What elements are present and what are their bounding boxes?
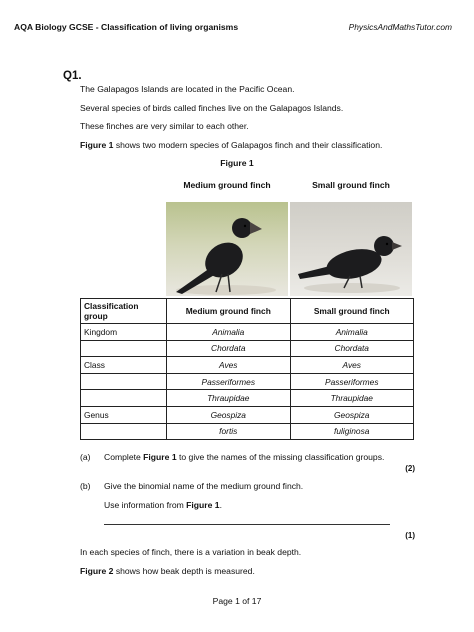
group-cell-blank[interactable]	[81, 423, 167, 440]
intro-line-1: The Galapagos Islands are located in the Pacific Ocean.	[80, 84, 295, 94]
intro-line-3: These finches are very similar to each other.	[80, 121, 249, 131]
table-header-row	[81, 299, 414, 324]
question-number: Q1.	[63, 70, 82, 82]
group-cell: Class	[81, 357, 167, 374]
part-b-label: (b)	[80, 481, 91, 491]
medium-cell: Aves	[167, 357, 290, 374]
group-cell-blank[interactable]	[81, 373, 167, 390]
group-cell-blank[interactable]	[81, 390, 167, 407]
group-cell: Kingdom	[81, 324, 167, 341]
medium-cell: Thraupidae	[167, 390, 290, 407]
figure-reference-bold: Figure 1	[80, 140, 114, 150]
medium-ground-finch-photo	[166, 202, 288, 296]
part-a-text-pre: Complete	[104, 452, 144, 462]
part-b-instruction	[104, 500, 222, 511]
header-classification-group: Classification group	[81, 299, 167, 324]
table-row	[81, 390, 414, 407]
small-cell: Chordata	[290, 340, 414, 357]
column-heading-medium: Medium ground finch	[183, 180, 271, 190]
medium-cell: Chordata	[167, 340, 290, 357]
table-row	[81, 357, 414, 374]
small-cell: Aves	[290, 357, 414, 374]
variation-text: In each species of finch, there is a variation in beak depth.	[80, 547, 302, 557]
medium-cell: fortis	[167, 423, 290, 440]
part-b-text: Give the binomial name of the medium ground finch.	[104, 481, 304, 491]
intro-line-2: Several species of birds called finches live on the Galapagos Islands.	[80, 103, 344, 113]
table-row	[81, 340, 414, 357]
medium-cell: Animalia	[167, 324, 290, 341]
table-row	[81, 373, 414, 390]
small-cell: Thraupidae	[290, 390, 414, 407]
part-a-text-bold: Figure 1	[143, 452, 177, 462]
header-small-ground-finch: Small ground finch	[290, 299, 414, 324]
classification-table	[80, 298, 414, 440]
group-cell-blank[interactable]	[81, 340, 167, 357]
table-row	[81, 406, 414, 423]
group-cell: Genus	[81, 406, 167, 423]
figure-2-reference	[80, 566, 255, 577]
part-a-label: (a)	[80, 452, 91, 462]
small-ground-finch-photo	[290, 202, 412, 296]
small-cell: Animalia	[290, 324, 414, 341]
column-heading-small: Small ground finch	[312, 180, 390, 190]
small-cell: Passeriformes	[290, 373, 414, 390]
figure-reference	[80, 140, 382, 151]
part-b-instruction-post: .	[219, 500, 222, 510]
part-b-instruction-bold: Figure 1	[186, 500, 220, 510]
header-medium-ground-finch: Medium ground finch	[167, 299, 290, 324]
page-number: Page 1 of 17	[212, 596, 262, 606]
figure-reference-text: shows two modern species of Galapagos finch and their classification.	[113, 140, 383, 150]
small-cell: Geospiza	[290, 406, 414, 423]
document-header-title: AQA Biology GCSE - Classification of living organisms	[14, 22, 239, 32]
small-cell: fuliginosa	[290, 423, 414, 440]
part-a-text	[104, 452, 384, 463]
figure-2-reference-text: shows how beak depth is measured.	[113, 566, 255, 576]
part-a-text-post: to give the names of the missing classification groups.	[176, 452, 385, 462]
part-a-marks: (2)	[405, 464, 415, 473]
answer-line[interactable]	[104, 523, 390, 525]
part-b-marks: (1)	[405, 531, 415, 540]
part-b-instruction-pre: Use information from	[104, 500, 187, 510]
medium-cell: Geospiza	[167, 406, 290, 423]
medium-cell: Passeriformes	[167, 373, 290, 390]
figure-title: Figure 1	[220, 158, 254, 168]
table-row	[81, 423, 414, 440]
table-row	[81, 324, 414, 341]
document-header-site: PhysicsAndMathsTutor.com	[348, 22, 452, 32]
figure-2-reference-bold: Figure 2	[80, 566, 114, 576]
